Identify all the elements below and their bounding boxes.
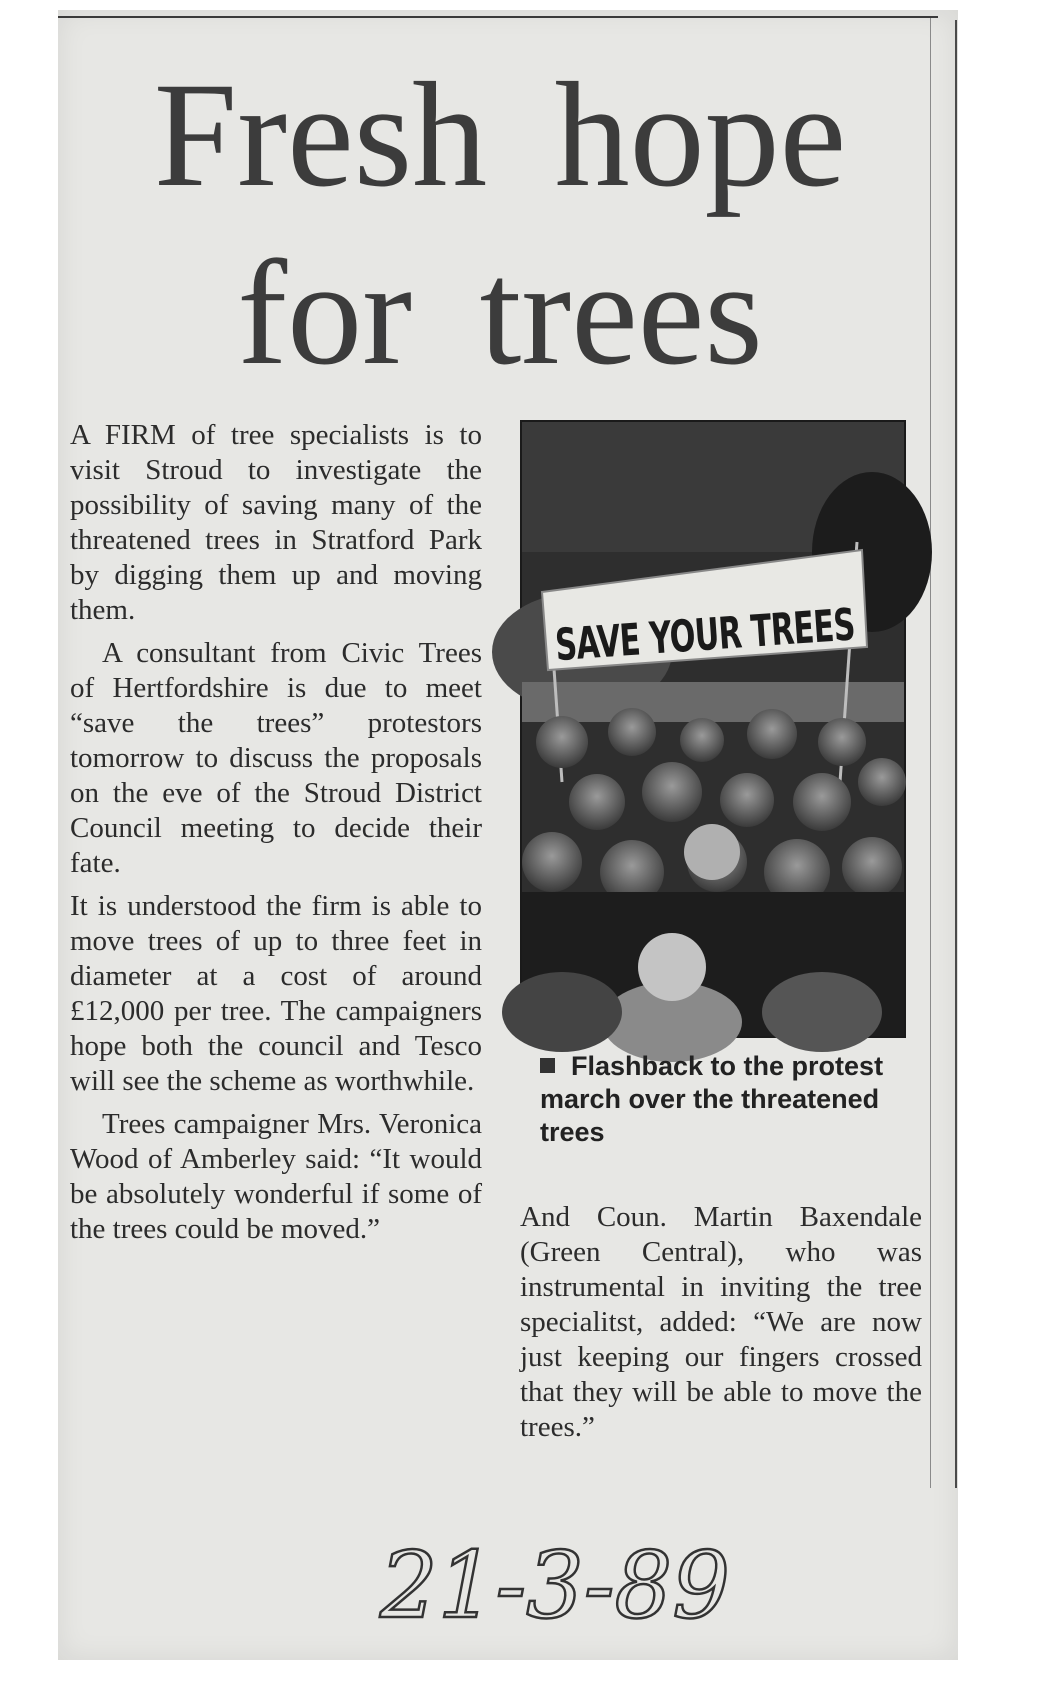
headline-line-2: for trees — [237, 230, 763, 396]
paragraph-1: A FIRM of tree specialists is to visit Stroud to investigate the possibility of saving many of the threatened trees in Stratford Park by digging them up and moving them. — [70, 419, 482, 626]
paragraph-4: Trees campaigner Mrs. Veronica Wood of Amberley said: “It would be absolutely wonderful if some of the trees could be moved.” — [70, 1108, 482, 1245]
handwritten-date — [370, 1525, 750, 1645]
caption-bullet — [540, 1058, 555, 1073]
protest-photo — [520, 420, 992, 1038]
article-right-column — [520, 1200, 922, 1445]
paragraph-2: A consultant from Civic Trees of Hertfordshire is due to meet “save the trees” protestors tomorrow to discuss the proposals on the eve of the Stroud District Council meeting to decide their fate. — [70, 637, 482, 879]
photo-caption — [540, 1050, 900, 1149]
paragraph-5: And Coun. Martin Baxendale (Green Central), who was instrumental in inviting the tree specialitst, added: “We are now just keeping our fingers crossed that they will be able to move the trees.” — [520, 1201, 922, 1443]
top-rule — [58, 16, 938, 18]
right-rule — [955, 20, 957, 1488]
caption-text: Flashback to the protest march over the threatened trees — [540, 1051, 884, 1147]
headline-line-1: Fresh hope — [153, 52, 847, 218]
banner-text: SAVE YOUR TREES — [553, 589, 992, 672]
paragraph-3: It is understood the firm is able to move trees of up to three feet in diameter at a cost of around £12,000 per tree. The campaigners hope both the council and Tesco will see the scheme as worthwhile. — [70, 890, 482, 1097]
handwritten-date-text: 21-3-89 — [379, 1532, 730, 1639]
article-left-column — [70, 418, 482, 1255]
